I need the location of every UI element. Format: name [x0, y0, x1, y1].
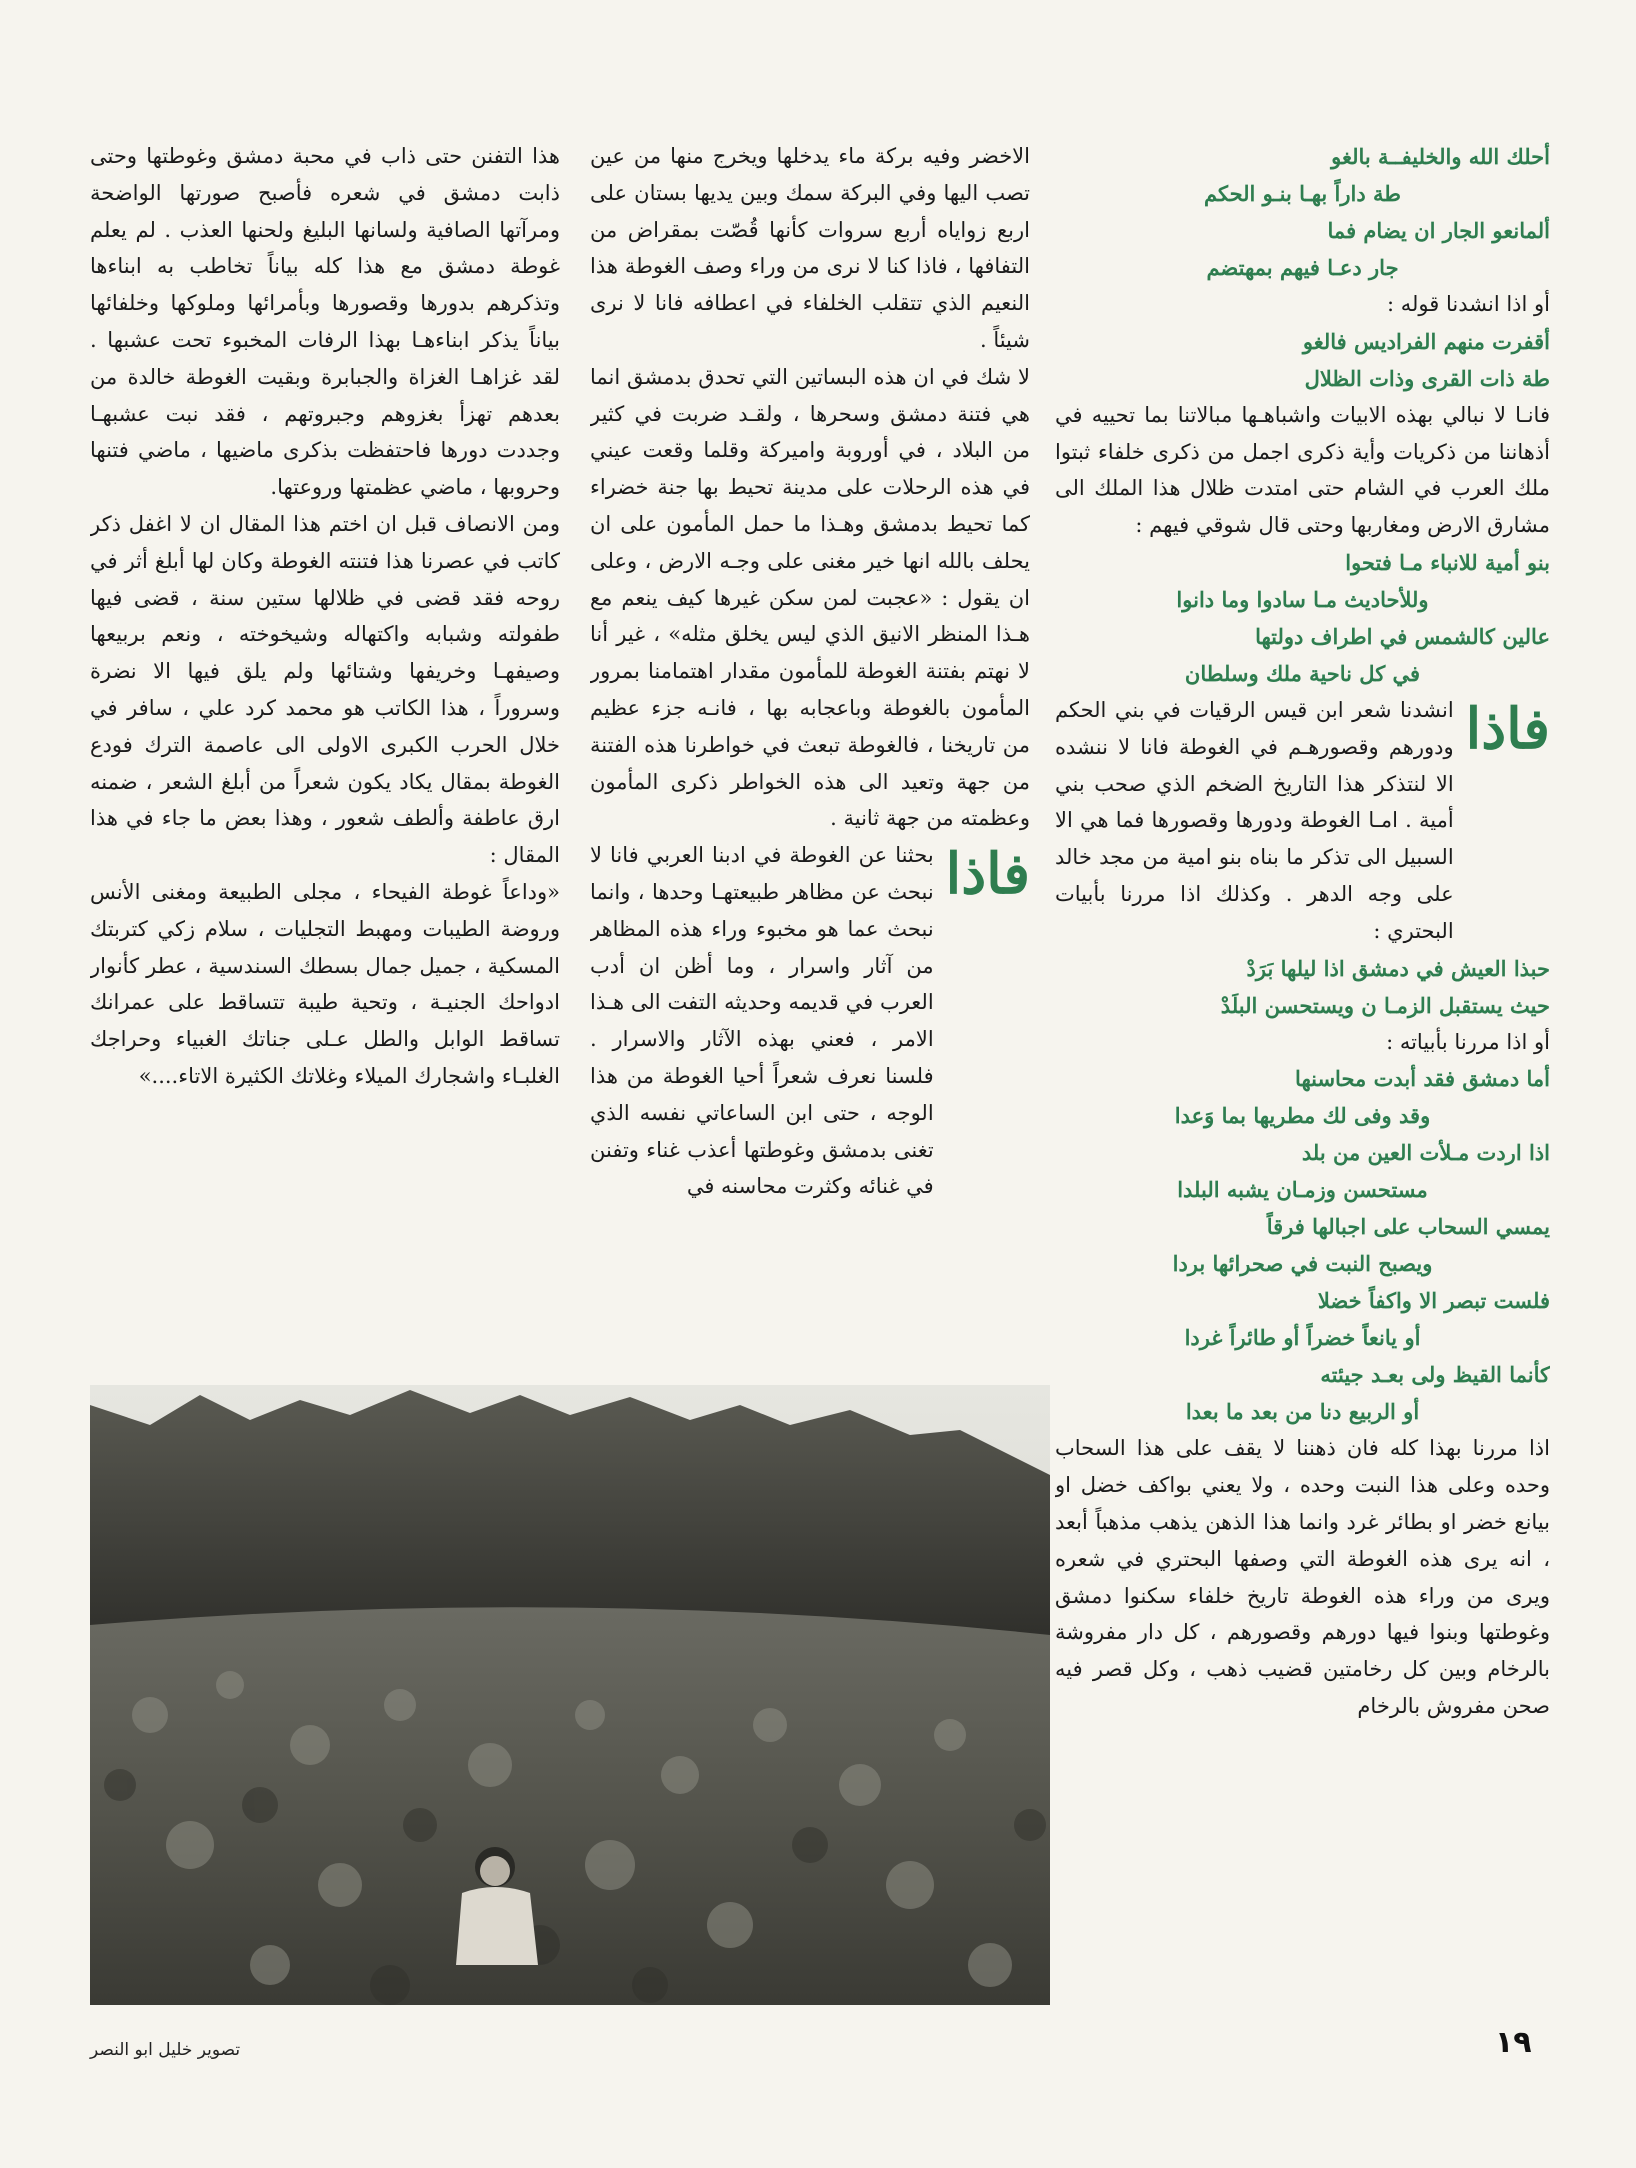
- paragraph: أو اذا انشدنا قوله :: [1387, 292, 1550, 316]
- verse-line: ويصبح النبت في صحرائها بردا: [1172, 1251, 1433, 1277]
- photo-illustration: [90, 1385, 1050, 2005]
- ghouta-field-photo: [90, 1385, 1050, 2005]
- verse-line: أو يانعاً خضراً أو طائراً غردا: [1184, 1325, 1421, 1351]
- verse-line: أو الربيع دنا من بعد ما بعدا: [1185, 1399, 1420, 1425]
- column-right: [1055, 138, 1550, 2038]
- dropcap-word: فاذا: [1465, 695, 1550, 762]
- quote-paragraph: «وداعاً غوطة الفيحاء ، مجلى الطبيعة ومغنى الأنس وروضة الطيبات ومهبط التجليات ، سلام زكي كتربتك المسكية ، جميل جمال بسطك السندسية ، عطر كأنوار ادواحك الجنيـة ، وتحية طيبة تتساقط على عمرانك تساقط الوابل والطل عـلى جناتك الغبياء وحراجك الغلبـاء واشجارك الميلاء وغلاتك الكثيرة الاتاء....»: [90, 879, 560, 1088]
- verse-line: أحلك الله والخليفــة بالغو: [1331, 144, 1550, 169]
- verse-line: يمسي السحاب على اجبالها فرقاً: [1266, 1214, 1550, 1240]
- paragraph: الاخضر وفيه بركة ماء يدخلها ويخرج منها من عين تصب اليها وفي البركة سمك وبين يديها بستان على اربع زواياه أربع سروات كأنها قُصّت بمقراض من التفافها ، فاذا كنا لا نرى من وراء وصف الغوطة هذا النعيم الذي تتقلب الخلفاء في اعطافه فانا لا نرى شيئاً .: [590, 144, 1030, 352]
- paragraph: ومن الانصاف قبل ان اختم هذا المقال ان لا اغفل ذكر كاتب في عصرنا هذا فتنته الغوطة وكان لها أبلغ أثر في روحه فقد قضى في ظلالها ستين سنة ، قضى فيها طفولته وشبابه واكتهاله وشيخوخته ، ونعم بربيعها وصيفهـا وخريفها وشتائها ولم يلق فيها الا نضرة وسروراً ، هذا الكاتب هو محمد كرد علي ، سافر في خلال الحرب الكبرى الاولى الى عاصمة الترك فودع الغوطة بمقال يكاد يكون شعراً من أبلغ الشعر ، ضمنه ارق عاطفة وألطف شعور ، وهذا بعض ما جاء في هذا المقال :: [90, 511, 560, 868]
- verse-line: عالين كالشمس في اطراف دولتها: [1255, 623, 1550, 649]
- paragraph: بحثنا عن الغوطة في ادبنا العربي فانا لا نبحث عن مظاهر طبيعتهـا وحدها ، وانما نبحث عما هو مخبوء وراء هذه المظاهر من آثار واسرار ، وما أظن ان أدب العرب في قديمه وحديثه التفت الى هـذا الامر ، فعني بهذه الآثار والاسرار . فلسنا نعرف شعراً أحيا الغوطة من هذا الوجه ، حتى ابن الساعاتي نفسه الذي تغنى بدمشق وغوطتها أعذب غناء وتفنن في غنائه وكثرت محاسنه في: [590, 843, 934, 1199]
- paragraph: هذا التفنن حتى ذاب في محبة دمشق وغوطتها وحتى ذابت دمشق في شعره فأصبح صورتها الواضحة ومرآتها الصافية ولسانها البليغ ولحنها العذب . لم يعلم غوطة دمشق مع هذا كله بياناً تخاطب به ابناءها وتذكرهم بدورها وقصورها وبأمرائها وملوكها وخلفائها بياناً يذكر ابناءهـا بهذا الرفات المخبوء تحت عشبها . لقد غزاهـا الغزاة والجبابرة وبقيت الغوطة خالدة من بعدهم تهزأ بغزوهم وجبروتهم ، فقد نبت عشبهـا وجددت دورها فاحتفظت بذكرى ماضيها ، ماضي فتنها وحروبها ، ماضي عظمتها وروعتها.: [90, 144, 560, 500]
- verse-line: أقفرت منهم الفراديس فالغو: [1302, 328, 1550, 354]
- verse-line: أما دمشق فقد أبدت محاسنها: [1295, 1066, 1550, 1092]
- column-left: [90, 138, 560, 1378]
- verse-line: حبذا العيش في دمشق اذا ليلها بَرَدْ: [1246, 955, 1550, 981]
- verse-line: طة داراً بهـا بنـو الحكم: [1204, 181, 1401, 206]
- dropcap-paragraph: [1055, 692, 1550, 950]
- paragraph: فانـا لا نبالي بهذه الابيات واشباهـها مبالاتنا بما تحييه في أذهاننا من ذكريات وأية ذكرى اجمل من ذكرى خلفاء ثبتوا ملك العرب في الشام حتى امتدت ظلال هذا الملك الى مشارق الارض ومغاربها وحتى قال شوقي فيهم :: [1055, 402, 1550, 538]
- paragraph: اذا مررنا بهذا كله فان ذهننا لا يقف على هذا السحاب وحده وعلى هذا النبت وحده ، ولا يعني بواكف خضل او بيانع خضر او بطائر غرد وانما هذا الذهن يذهب مذهباً أبعد ، انه يرى هذه الغوطة التي وصفها البحتري في شعره ويرى من وراء هذه الغوطة تاريخ خلفاء سكنوا دمشق وغوطتها وبنوا فيها دورهم وقصورهم ، كل دار مفروشة بالرخام وبين كل رخامتين قضيب ذهب ، وكل قصر فيه صحن مفروش بالرخام: [1055, 1436, 1550, 1718]
- verse-line: وللأحاديث مـا سادوا وما دانوا: [1176, 586, 1429, 612]
- verse-line: جار دعـا فيهم بمهتضم: [1206, 255, 1399, 280]
- verse-line: بنو أمية للانباء مـا فتحوا: [1345, 549, 1550, 575]
- verse-line: ألمانعو الجار ان يضام فما: [1327, 218, 1550, 243]
- verse-line: مستحسن وزمـان يشبه البلدا: [1177, 1177, 1428, 1203]
- paragraph: لا شك في ان هذه البساتين التي تحدق بدمشق انما هي فتنة دمشق وسحرها ، ولقـد ضربت في كثير من البلاد ، في أوروبة واميركة وقلما وقعت عيني في هذه الرحلات على مدينة تحيط بها جنة خضراء كما تحيط بدمشق وهـذا ما حمل المأمون على ان يحلف بالله انها خير مغنى على وجـه الارض ، وعلى ان يقول : «عجبت لمن سكن غيرها كيف ينعم مع هـذا المنظر الانيق الذي ليس يخلق مثله» ، غير أنا لا نهتم بفتنة الغوطة للمأمون مقدار اهتمامنا بمرور المأمون بالغوطة وباعجابه بها ، فانـه جزء عظيم من تاريخنا ، فالغوطة تبعث في خواطرنا هذه الفتنة من جهة وتعيد الى هذه الخواطر ذكرى المأمون وعظمته من جهة ثانية .: [590, 364, 1030, 831]
- verse-line: حيث يستقبل الزمـا ن ويستحسن البلَدْ: [1220, 992, 1550, 1018]
- dropcap-word: فاذا: [945, 841, 1030, 908]
- photo-caption: تصوير خليل ابو النصر: [90, 2040, 241, 2060]
- verse-line: طة ذات القرى وذات الظلال: [1304, 365, 1550, 391]
- dropcap-paragraph: [590, 837, 1030, 1205]
- verse-line: اذا اردت مـلأت العين من بلد: [1301, 1140, 1550, 1166]
- paragraph: أو اذا مررنا بأبياته :: [1386, 1029, 1550, 1054]
- verse-line: وقد وفى لك مطريها بما وَعدا: [1174, 1103, 1431, 1129]
- paragraph: انشدنا شعر ابن قيس الرقيات في بني الحكم ودورهم وقصورهـم في الغوطة فانا لا ننشده الا لنتذكر هذا التاريخ الضخم الذي صحب بني أمية . امـا الغوطة ودورها وقصورها فما هي الا السبيل الى تذكر ما بناه بنو امية من مجد خالد على وجه الدهر . وكذلك اذا مررنا بأبيات البحتري :: [1055, 697, 1454, 943]
- verse-line: في كل ناحية ملك وسلطان: [1184, 660, 1421, 686]
- verse-line: فلست تبصر الا واكفاً خضلا: [1317, 1288, 1550, 1314]
- column-middle: [590, 138, 1030, 1378]
- verse-line: كأنما القيظ ولى بعـد جيئته: [1320, 1362, 1550, 1388]
- page-number: ١٩: [1495, 2025, 1532, 2060]
